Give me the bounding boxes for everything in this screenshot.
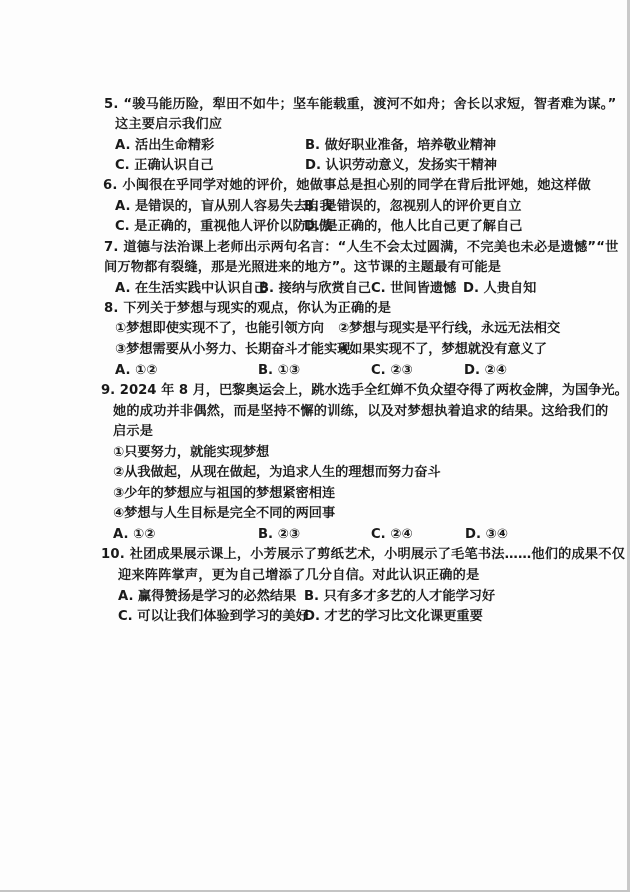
q8-option-b: B. ①③ bbox=[258, 363, 300, 378]
q7-option-c: C. 世间皆遗憾 bbox=[371, 281, 457, 296]
q6-stem: 6. 小闽很在乎同学对她的评价，她做事总是担心别的同学在背后批评她，她这样做 bbox=[103, 178, 591, 193]
q9-statement-1: ①只要努力，就能实现梦想 bbox=[113, 445, 270, 460]
q7-option-d: D. 人贵自知 bbox=[463, 281, 537, 296]
q10-option-c: C. 可以让我们体验到学习的美好 bbox=[118, 609, 309, 624]
q8-option-a: A. ①② bbox=[115, 363, 158, 378]
q9-stem: 9. 2024 年 8 月，巴黎奥运会上，跳水选手全红婵不负众望夺得了两枚金牌，为国争光。 bbox=[101, 383, 628, 398]
q5-option-d: D. 认识劳动意义，发扬实干精神 bbox=[305, 158, 497, 173]
q5-stem: 5. “骏马能历险，犁田不如牛；坚车能载重，渡河不如舟；舍长以求短，智者难为谋。” bbox=[104, 97, 617, 112]
q7-option-b: B. 接纳与欣赏自己 bbox=[259, 281, 371, 296]
q8-statement-1: ①梦想即使实现不了，也能引领方向 bbox=[115, 321, 324, 336]
q9-stem-cont: 她的成功并非偶然，而是坚持不懈的训练，以及对梦想执着追求的结果。这给我们的 bbox=[113, 404, 609, 419]
q6-option-d: D. 是正确的，他人比自己更了解自己 bbox=[304, 219, 523, 234]
q8-option-d: D. ②④ bbox=[464, 363, 507, 378]
q10-option-b: B. 只有多才多艺的人才能学习好 bbox=[304, 589, 496, 604]
q9-statement-2: ②从我做起，从现在做起，为追求人生的理想而努力奋斗 bbox=[113, 465, 441, 480]
q10-stem-cont: 迎来阵阵掌声，更为自己增添了几分自信。对此认识正确的是 bbox=[118, 568, 480, 583]
q5-option-a: A. 活出生命精彩 bbox=[115, 138, 215, 153]
q9-option-d: D. ③④ bbox=[465, 527, 508, 542]
q8-statement-3: ③梦想需要从小努力、长期奋斗才能实现 bbox=[115, 342, 351, 357]
q5-option-b: B. 做好职业准备，培养敬业精神 bbox=[305, 138, 497, 153]
q7-stem: 7. 道德与法治课上老师出示两句名言：“人生不会太过圆满，不完美也未必是遗憾”“世 bbox=[104, 240, 619, 255]
q6-option-c: C. 是正确的，重视他人评价以防自傲 bbox=[115, 219, 333, 234]
q7-stem-cont: 间万物都有裂缝，那是光照进来的地方”。这节课的主题最有可能是 bbox=[104, 260, 502, 275]
q9-stem-cont2: 启示是 bbox=[113, 424, 154, 439]
q6-option-a: A. 是错误的，盲从别人容易失去自我 bbox=[115, 199, 333, 214]
q9-option-c: C. ②④ bbox=[371, 527, 413, 542]
q9-option-a: A. ①② bbox=[113, 527, 156, 542]
q9-statement-3: ③少年的梦想应与祖国的梦想紧密相连 bbox=[113, 486, 336, 501]
q5-option-c: C. 正确认识自己 bbox=[115, 158, 214, 173]
q5-stem-cont: 这主要启示我们应 bbox=[115, 117, 223, 132]
q9-option-b: B. ②③ bbox=[258, 527, 300, 542]
q10-option-a: A. 赢得赞扬是学习的必然结果 bbox=[118, 589, 297, 604]
q6-option-b: B. 是错误的，忽视别人的评价更自立 bbox=[304, 199, 522, 214]
q7-option-a: A. 在生活实践中认识自己 bbox=[115, 281, 267, 296]
q8-stem: 8. 下列关于梦想与现实的观点，你认为正确的是 bbox=[104, 301, 392, 316]
q10-stem: 10. 社团成果展示课上，小芳展示了剪纸艺术，小明展示了毛笔书法……他们的成果不仅 bbox=[101, 547, 626, 562]
q8-option-c: C. ②③ bbox=[371, 363, 413, 378]
q9-statement-4: ④梦想与人生目标是完全不同的两回事 bbox=[113, 506, 336, 521]
q10-option-d: D. 才艺的学习比文化课更重要 bbox=[304, 609, 483, 624]
q8-statement-4: ④如果实现不了，梦想就没有意义了 bbox=[338, 342, 547, 357]
q8-statement-2: ②梦想与现实是平行线，永远无法相交 bbox=[338, 321, 561, 336]
